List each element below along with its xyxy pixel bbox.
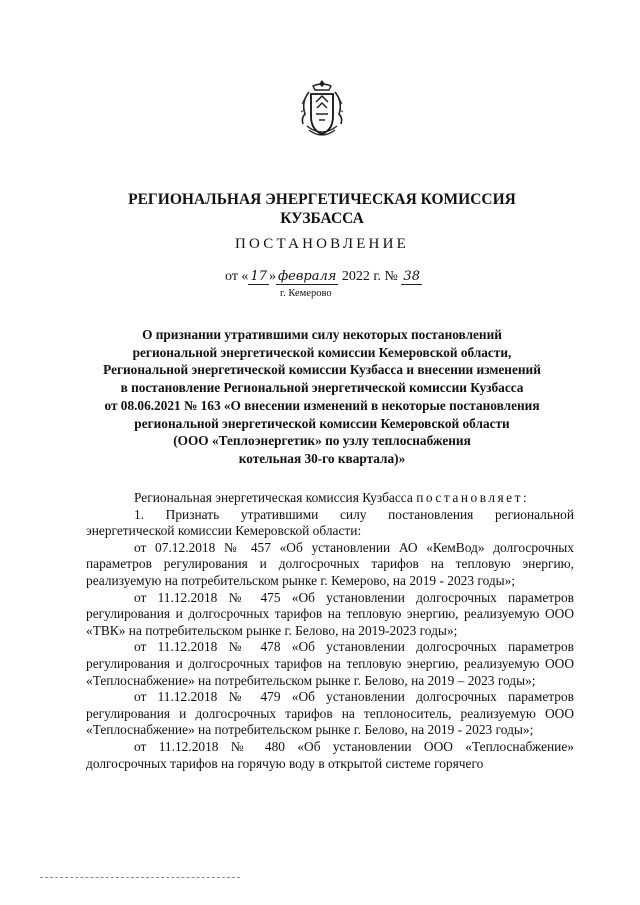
coat-of-arms-emblem bbox=[299, 78, 345, 142]
intro-paragraph bbox=[86, 490, 574, 507]
intro-verb: постановляет: bbox=[416, 490, 530, 505]
decree-paragraph: от 11.12.2018 № 478 «Об установлении долгосрочных параметров регулирования и долгосрочных тарифов на тепловую энергию, реализуемую ООО «Теплоснабжение» на потребительском рынке г. Белово, на 2019 – 2023 годы»; bbox=[86, 639, 574, 688]
date-separator: » bbox=[268, 269, 276, 284]
decree-paragraph: от 11.12.2018 № 479 «Об установлении долгосрочных параметров регулирования и долгосрочных тарифов на теплоноситель, реализуемую ООО «Теплоснабжение» на потребительском рынке г. Белово, на 2019 - 2023 годы»; bbox=[86, 689, 574, 738]
org-line-1: РЕГИОНАЛЬНАЯ ЭНЕРГЕТИЧЕСКАЯ КОМИССИЯ bbox=[128, 191, 516, 208]
document-number: 38 bbox=[403, 269, 420, 284]
date-day: 17 bbox=[250, 269, 267, 284]
org-line-2: КУЗБАССА bbox=[280, 210, 364, 227]
item-paragraph: 1. Признать утратившими силу постановления региональной энергетической комиссии Кемеровской области: bbox=[86, 506, 574, 539]
title-line: (ООО «Теплоэнергетик» по узлу теплоснабжения bbox=[173, 433, 471, 449]
footer-rule bbox=[40, 877, 240, 878]
date-prefix: от « bbox=[225, 269, 249, 284]
city-name: г. Кемерово bbox=[280, 288, 332, 299]
title-line: региональной энергетической комиссии Кемеровской области bbox=[134, 415, 510, 431]
title-line: от 08.06.2021 № 163 «О внесении изменений в некоторые постановления bbox=[104, 397, 540, 413]
date-month: февраля bbox=[277, 269, 337, 284]
document-body bbox=[86, 490, 574, 772]
organization-name bbox=[120, 190, 524, 228]
intro-lead: Региональная энергетическая комиссия Кузбасса bbox=[134, 490, 413, 505]
title-line: О признании утратившими силу некоторых постановлений bbox=[142, 327, 502, 342]
title-line: котельная 30-го квартала)» bbox=[238, 450, 406, 466]
title-line: Региональной энергетической комиссии Кузбасса и внесении изменений bbox=[103, 362, 541, 378]
decree-paragraph: от 11.12.2018 № 480 «Об установлении ООО «Теплоснабжение» долгосрочных тарифов на горячую воду в открытой системе горячего bbox=[86, 738, 574, 771]
document-type: ПОСТАНОВЛЕНИЕ bbox=[235, 236, 409, 252]
title-line: в постановление Региональной энергетической комиссии Кузбасса bbox=[120, 380, 524, 396]
date-year: 2022 г. № bbox=[341, 269, 398, 284]
title-line: региональной энергетической комиссии Кемеровской области, bbox=[132, 344, 512, 360]
decree-paragraph: от 07.12.2018 № 457 «Об установлении АО «КемВод» долгосрочных параметров регулирования и долгосрочных тарифов на тепловую энергию, реализуемую на потребительском рынке г. Кемерово, на 2019 - 2023 годы»; bbox=[86, 539, 574, 588]
date-line bbox=[225, 269, 422, 285]
document-title bbox=[84, 326, 560, 468]
decree-paragraph: от 11.12.2018 № 475 «Об установлении долгосрочных параметров регулирования и долгосрочных тарифов на тепловую энергию, реализуемую ООО «ТВК» на потребительском рынке г. Белово, на 2019-2023 годы»; bbox=[86, 589, 574, 638]
